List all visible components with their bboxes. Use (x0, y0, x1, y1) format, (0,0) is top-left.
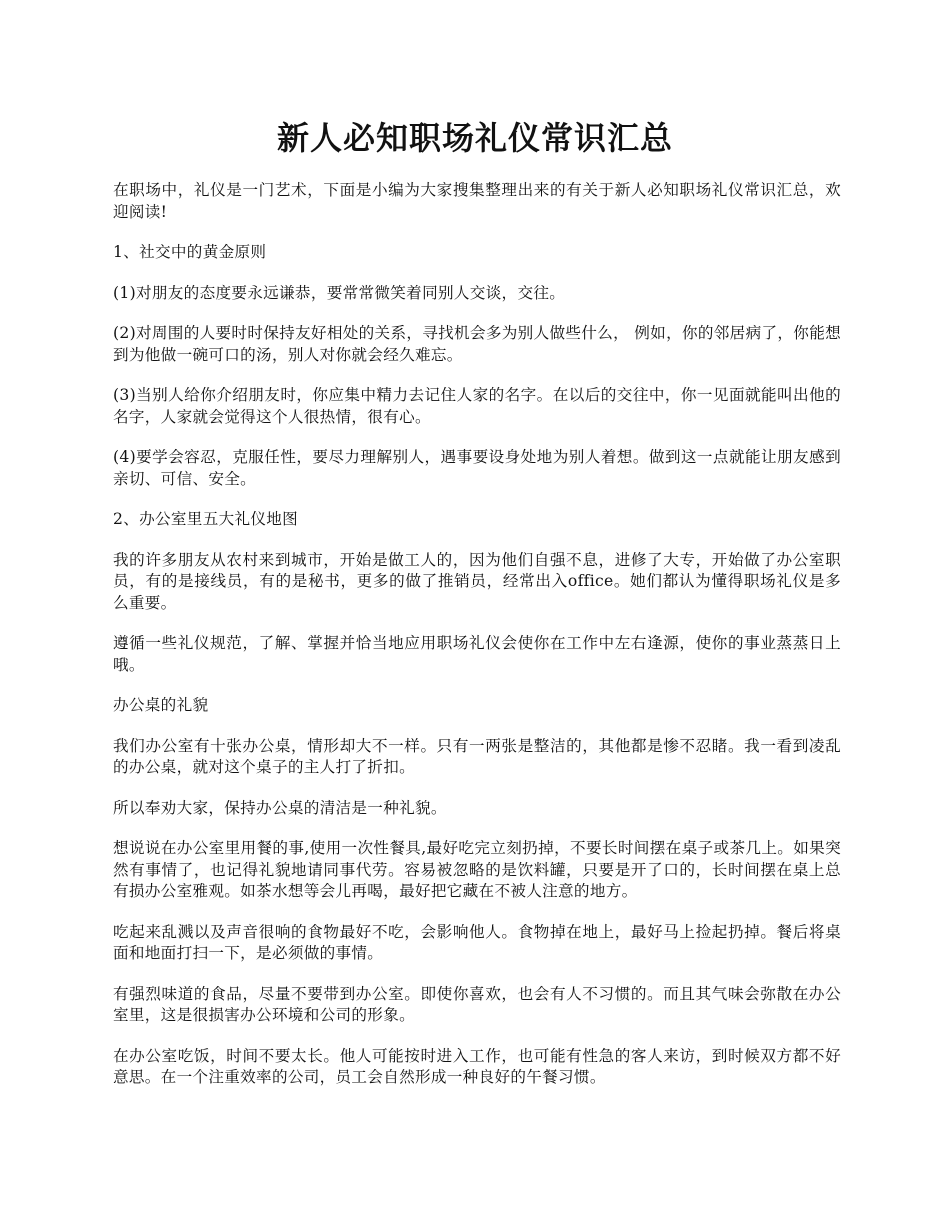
paragraph: (4)要学会容忍，克服任性，要尽力理解别人，遇事要设身处地为别人着想。做到这一点就能让朋友感到亲切、可信、安全。 (113, 448, 841, 488)
paragraph: 吃起来乱溅以及声音很响的食物最好不吃，会影响他人。食物掉在地上，最好马上捡起扔掉。餐后将桌面和地面打扫一下，是必须做的事情。 (113, 922, 841, 962)
paragraph: 有强烈味道的食品，尽量不要带到办公室。即使你喜欢，也会有人不习惯的。而且其气味会弥散在办公室里，这是很损害办公环境和公司的形象。 (113, 984, 841, 1024)
section-heading-social-principles: 1、社交中的黄金原则 (113, 243, 267, 261)
paragraph: (3)当别人给你介绍朋友时，你应集中精力去记住人家的名字。在以后的交往中，你一见面就能叫出他的名字，人家就会觉得这个人很热情，很有心。 (113, 386, 841, 426)
paragraph: 我们办公室有十张办公桌，情形却大不一样。只有一两张是整洁的，其他都是惨不忍睹。我一看到凌乱的办公桌，就对这个桌子的主人打了折扣。 (113, 736, 841, 776)
paragraph: 所以奉劝大家，保持办公桌的清洁是一种礼貌。 (113, 798, 447, 817)
intro-paragraph: 在职场中，礼仪是一门艺术，下面是小编为大家搜集整理出来的有关于新人必知职场礼仪常识汇总，欢迎阅读! (113, 181, 841, 221)
document-body (113, 180, 841, 1108)
paragraph: 我的许多朋友从农村来到城市，开始是做工人的，因为他们自强不息，进修了大专，开始做了办公室职员，有的是接线员，有的是秘书，更多的做了推销员，经常出入office。她们都认为懂得职场礼仪是多么重要。 (113, 550, 841, 612)
section-heading-office-etiquette: 2、办公室里五大礼仪地图 (113, 510, 299, 528)
paragraph: (2)对周围的人要时时保持友好相处的关系，寻找机会多为别人做些什么， 例如，你的邻居病了，你能想到为他做一碗可口的汤，别人对你就会经久难忘。 (113, 324, 841, 364)
document-title: 新人必知职场礼仪常识汇总 (276, 119, 673, 157)
paragraph: 在办公室吃饭，时间不要太长。他人可能按时进入工作，也可能有性急的客人来访，到时候双方都不好意思。在一个注重效率的公司，员工会自然形成一种良好的午餐习惯。 (113, 1046, 841, 1086)
paragraph: (1)对朋友的态度要永远谦恭，要常常微笑着同别人交谈，交往。 (113, 283, 566, 302)
subheading-desk-etiquette: 办公桌的礼貌 (113, 696, 209, 714)
paragraph: 遵循一些礼仪规范，了解、掌握并恰当地应用职场礼仪会使你在工作中左右逢源，使你的事业蒸蒸日上哦。 (113, 634, 841, 674)
paragraph: 想说说在办公室里用餐的事,使用一次性餐具,最好吃完立刻扔掉，不要长时间摆在桌子或茶几上。如果突然有事情了，也记得礼貌地请同事代劳。容易被忽略的是饮料罐，只要是开了口的，长时间摆在桌上总有损办公室雅观。如茶水想等会儿再喝，最好把它藏在不被人注意的地方。 (113, 839, 841, 900)
